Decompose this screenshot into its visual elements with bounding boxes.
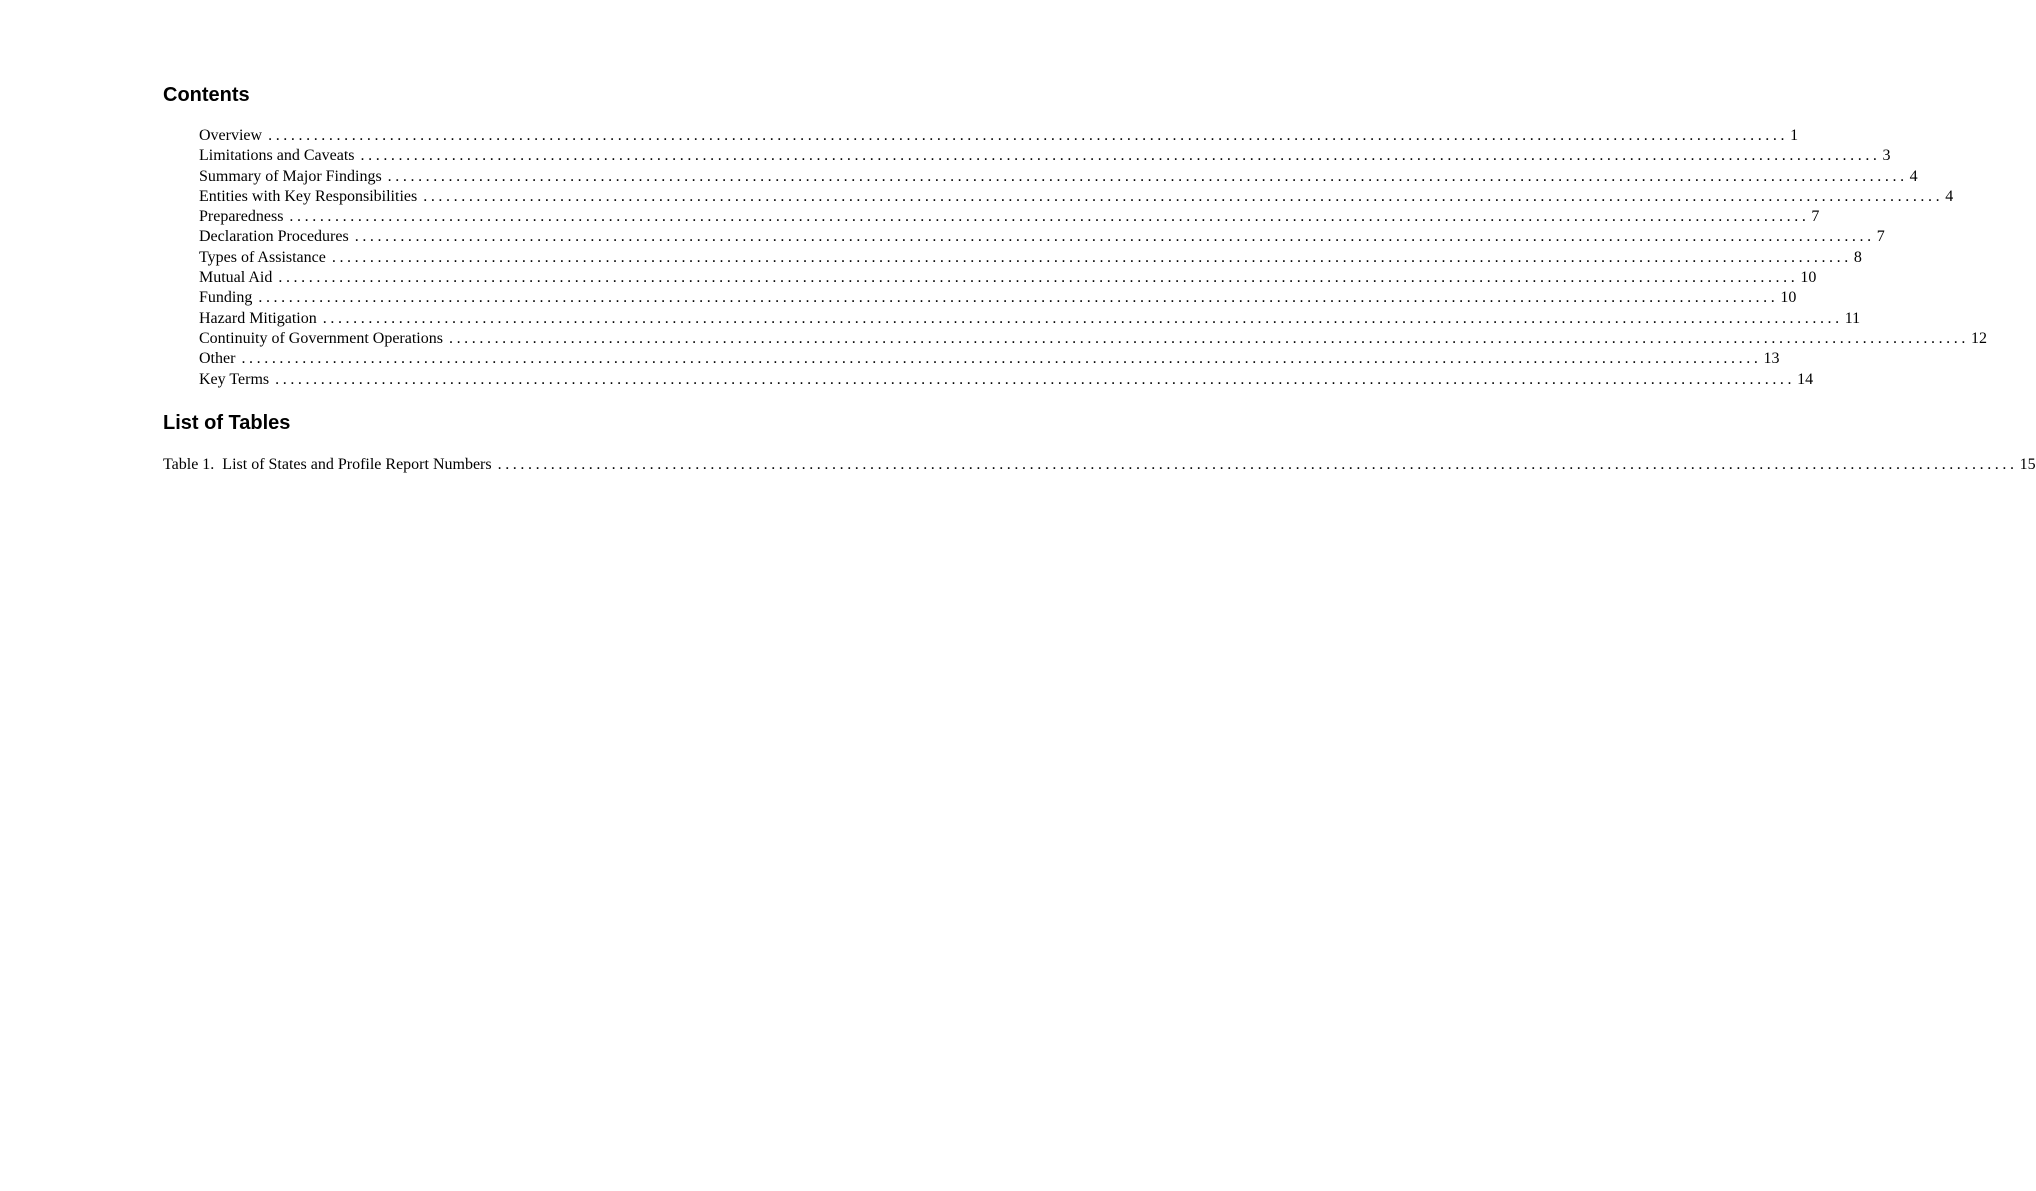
toc-entry-page: 4 bbox=[1945, 187, 1954, 205]
toc-entry-page: 7 bbox=[1876, 228, 1885, 246]
table-entry[interactable] bbox=[163, 455, 2036, 475]
toc-entry-title: Continuity of Government Operations bbox=[199, 329, 443, 347]
toc-entry[interactable] bbox=[199, 349, 1780, 369]
toc-entry-page: 3 bbox=[1882, 147, 1891, 165]
toc-entry-title: Types of Assistance bbox=[199, 248, 326, 266]
dot-leader: ........................................................................................................................................................................................................ bbox=[258, 289, 1779, 307]
toc-entry-title: Key Terms bbox=[199, 370, 270, 388]
table-entry-page: 15 bbox=[2019, 456, 2036, 473]
toc-entry[interactable] bbox=[199, 207, 1820, 227]
dot-leader: ........................................................................................................................................................................................................ bbox=[289, 208, 1810, 226]
dot-leader: ........................................................................................................................................................................................................ bbox=[241, 350, 1762, 368]
toc-entry-page: 10 bbox=[1780, 289, 1797, 307]
dot-leader: ........................................................................................................................................................................................................ bbox=[354, 228, 1875, 246]
dot-leader: ........................................................................................................................................................................................................ bbox=[268, 127, 1789, 144]
dot-leader: ........................................................................................................................................................................................................ bbox=[387, 167, 1908, 185]
dot-leader: ........................................................................................................................................................................................................ bbox=[497, 456, 2018, 473]
toc-entry[interactable] bbox=[199, 329, 1987, 349]
toc-entry[interactable] bbox=[199, 227, 1885, 247]
toc-entry-page: 12 bbox=[1970, 329, 1987, 347]
toc-entry[interactable] bbox=[199, 268, 1817, 288]
toc-entry-page: 8 bbox=[1853, 248, 1862, 266]
toc-entry-page: 4 bbox=[1909, 167, 1918, 185]
toc-entry[interactable] bbox=[199, 146, 1891, 166]
toc-entry-title: Other bbox=[199, 350, 236, 368]
toc-entry-title: Preparedness bbox=[199, 208, 284, 226]
toc-entry-page: 13 bbox=[1763, 350, 1780, 368]
toc-entry-title: Hazard Mitigation bbox=[199, 309, 317, 327]
toc-entry-title: Declaration Procedures bbox=[199, 228, 349, 246]
dot-leader: ........................................................................................................................................................................................................ bbox=[322, 309, 1843, 327]
list-of-tables-heading: List of Tables bbox=[163, 412, 291, 434]
toc-entry[interactable] bbox=[199, 370, 1814, 390]
list-of-tables bbox=[163, 455, 2036, 475]
toc-entry[interactable] bbox=[199, 126, 1799, 146]
toc-entry-title: Funding bbox=[199, 289, 253, 307]
toc-entry[interactable] bbox=[199, 288, 1797, 308]
toc-entry-title: Limitations and Caveats bbox=[199, 147, 355, 165]
contents-heading: Contents bbox=[163, 84, 250, 106]
toc-entry[interactable] bbox=[199, 248, 1862, 268]
toc-entry[interactable] bbox=[199, 309, 1861, 329]
table-entry-title: Table 1. List of States and Profile Report Numbers bbox=[163, 456, 492, 473]
toc-entry-page: 11 bbox=[1844, 309, 1861, 327]
toc-entry-title: Overview bbox=[199, 127, 263, 144]
toc-entry-page: 1 bbox=[1790, 127, 1799, 144]
dot-leader: ........................................................................................................................................................................................................ bbox=[275, 370, 1796, 388]
dot-leader: ........................................................................................................................................................................................................ bbox=[423, 187, 1944, 205]
dot-leader: ........................................................................................................................................................................................................ bbox=[278, 269, 1799, 287]
toc-entry-page: 14 bbox=[1797, 370, 1814, 388]
toc-entry-page: 7 bbox=[1811, 208, 1820, 226]
dot-leader: ........................................................................................................................................................................................................ bbox=[360, 147, 1881, 165]
contents-list bbox=[199, 126, 1987, 390]
toc-entry[interactable] bbox=[199, 187, 1954, 207]
toc-entry-page: 10 bbox=[1800, 269, 1817, 287]
toc-entry-title: Summary of Major Findings bbox=[199, 167, 382, 185]
toc-entry-title: Entities with Key Responsibilities bbox=[199, 187, 418, 205]
dot-leader: ........................................................................................................................................................................................................ bbox=[331, 248, 1852, 266]
toc-entry[interactable] bbox=[199, 167, 1918, 187]
dot-leader: ........................................................................................................................................................................................................ bbox=[448, 329, 1969, 347]
toc-entry-title: Mutual Aid bbox=[199, 269, 273, 287]
